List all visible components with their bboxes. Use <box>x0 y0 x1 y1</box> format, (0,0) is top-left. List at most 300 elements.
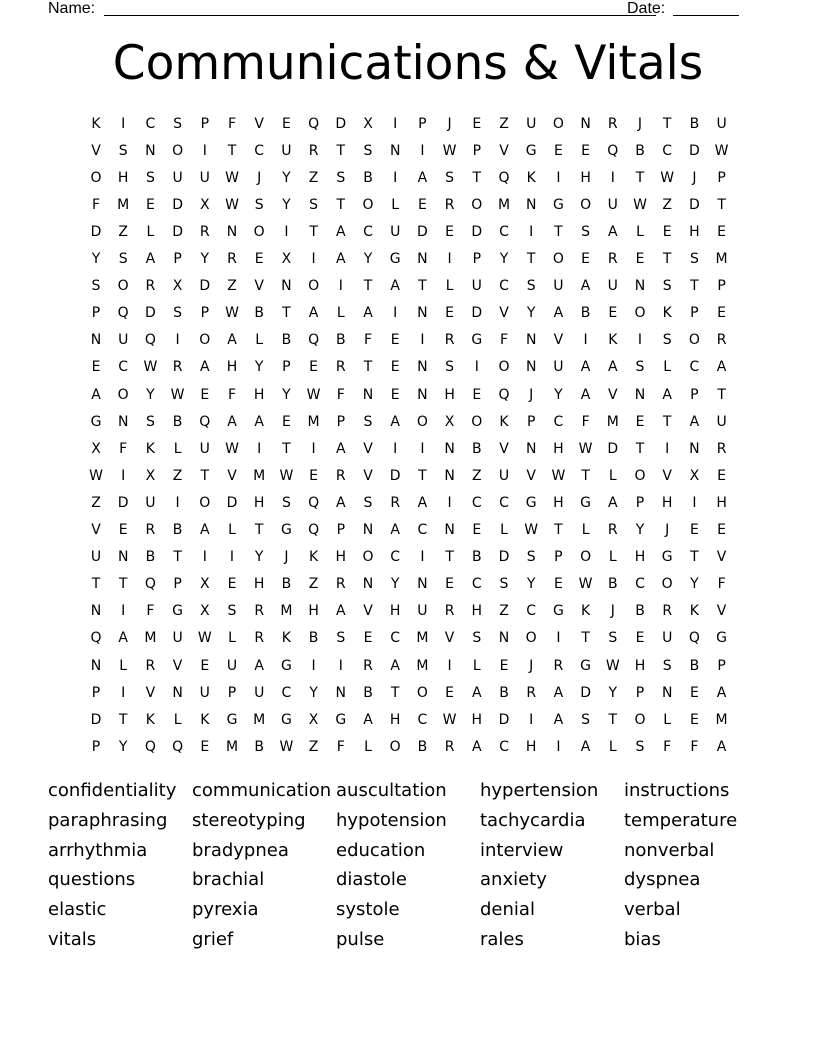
grid-letter[interactable]: I <box>338 278 343 295</box>
grid-letter[interactable]: P <box>717 169 726 186</box>
grid-letter[interactable]: E <box>445 576 455 593</box>
grid-letter[interactable]: N <box>90 332 102 349</box>
grid-letter[interactable]: S <box>472 630 482 647</box>
grid-letter[interactable]: Q <box>308 332 320 349</box>
grid-letter[interactable]: A <box>336 223 346 240</box>
grid-letter[interactable]: L <box>472 657 481 674</box>
grid-letter[interactable]: W <box>524 522 539 538</box>
grid-letter[interactable]: G <box>335 711 347 728</box>
grid-letter[interactable]: H <box>634 657 646 674</box>
grid-letter[interactable]: J <box>637 115 643 132</box>
grid-letter[interactable]: Q <box>308 115 320 132</box>
grid-letter[interactable]: W <box>578 576 593 593</box>
grid-letter[interactable]: D <box>580 684 591 701</box>
grid-letter[interactable]: L <box>228 630 236 647</box>
grid-letter[interactable]: F <box>119 440 128 457</box>
grid-letter[interactable]: E <box>445 223 455 240</box>
grid-letter[interactable]: G <box>389 251 401 267</box>
grid-letter[interactable]: Z <box>499 603 509 620</box>
grid-letter[interactable]: V <box>662 467 672 484</box>
grid-letter[interactable]: S <box>173 115 183 132</box>
grid-letter[interactable]: E <box>145 196 155 213</box>
grid-letter[interactable]: I <box>121 684 126 701</box>
grid-letter[interactable]: R <box>444 603 455 620</box>
grid-letter[interactable]: H <box>226 359 238 376</box>
grid-letter[interactable]: J <box>610 603 615 620</box>
grid-letter[interactable]: D <box>689 142 700 159</box>
grid-letter[interactable]: S <box>363 413 373 430</box>
grid-letter[interactable]: W <box>225 305 239 322</box>
grid-letter[interactable]: Y <box>200 251 210 267</box>
grid-letter[interactable]: I <box>175 332 180 349</box>
grid-letter[interactable]: O <box>471 413 483 430</box>
grid-letter[interactable]: X <box>200 576 210 593</box>
grid-letter[interactable]: K <box>608 332 618 349</box>
grid-letter[interactable]: Q <box>144 576 156 593</box>
grid-letter[interactable]: B <box>635 603 645 620</box>
grid-letter[interactable]: A <box>145 251 156 267</box>
grid-letter[interactable]: W <box>660 169 675 186</box>
grid-letter[interactable]: Y <box>363 251 373 267</box>
grid-letter[interactable]: Q <box>144 332 156 349</box>
grid-letter[interactable]: K <box>145 440 155 457</box>
grid-letter[interactable]: E <box>309 467 319 484</box>
grid-letter[interactable]: L <box>663 711 672 728</box>
grid-letter[interactable]: S <box>581 223 591 240</box>
grid-letter[interactable]: O <box>471 196 483 213</box>
grid-letter[interactable]: O <box>172 142 184 159</box>
grid-letter[interactable]: S <box>145 413 155 430</box>
grid-letter[interactable]: X <box>200 603 210 620</box>
grid-letter[interactable]: M <box>715 251 728 267</box>
grid-letter[interactable]: W <box>605 657 620 674</box>
grid-letter[interactable]: E <box>581 251 591 267</box>
grid-letter[interactable]: H <box>580 169 591 186</box>
grid-letter[interactable]: T <box>336 196 346 213</box>
grid-letter[interactable]: O <box>362 196 374 213</box>
grid-letter[interactable]: T <box>118 711 128 728</box>
grid-letter[interactable]: I <box>121 603 126 620</box>
grid-letter[interactable]: A <box>390 278 400 295</box>
grid-letter[interactable]: G <box>172 603 184 620</box>
grid-letter[interactable]: A <box>390 522 400 538</box>
grid-letter[interactable]: R <box>716 440 727 457</box>
grid-letter[interactable]: W <box>279 738 294 755</box>
grid-letter[interactable]: R <box>607 115 618 132</box>
grid-letter[interactable]: Q <box>117 305 129 322</box>
grid-letter[interactable]: O <box>117 278 129 295</box>
grid-letter[interactable]: Q <box>308 494 320 511</box>
grid-letter[interactable]: D <box>226 494 238 511</box>
grid-letter[interactable]: I <box>175 494 180 511</box>
grid-letter[interactable]: K <box>689 603 699 620</box>
grid-letter[interactable]: C <box>390 630 401 647</box>
grid-letter[interactable]: X <box>689 467 700 484</box>
grid-letter[interactable]: V <box>227 467 237 484</box>
grid-letter[interactable]: H <box>689 223 700 240</box>
grid-letter[interactable]: Z <box>308 576 319 593</box>
grid-letter[interactable]: F <box>336 386 345 403</box>
grid-letter[interactable]: U <box>172 169 183 186</box>
grid-letter[interactable]: W <box>633 196 647 213</box>
grid-letter[interactable]: E <box>91 359 101 376</box>
grid-letter[interactable]: T <box>445 549 454 566</box>
grid-letter[interactable]: U <box>199 169 210 186</box>
grid-letter[interactable]: V <box>91 142 101 159</box>
grid-letter[interactable]: A <box>608 223 618 240</box>
grid-letter[interactable]: D <box>689 196 700 213</box>
grid-letter[interactable]: P <box>336 522 346 538</box>
grid-letter[interactable]: G <box>280 711 292 728</box>
grid-letter[interactable]: U <box>226 657 238 674</box>
grid-letter[interactable]: S <box>526 549 536 566</box>
grid-letter[interactable]: I <box>311 440 316 457</box>
grid-letter[interactable]: M <box>280 603 293 620</box>
grid-letter[interactable]: L <box>391 196 400 213</box>
grid-letter[interactable]: W <box>551 467 566 484</box>
grid-letter[interactable]: A <box>390 657 400 674</box>
grid-letter[interactable]: I <box>420 440 425 457</box>
grid-letter[interactable]: A <box>553 711 564 728</box>
grid-letter[interactable]: A <box>580 359 591 376</box>
grid-letter[interactable]: D <box>90 711 102 728</box>
grid-letter[interactable]: D <box>389 467 401 484</box>
grid-letter[interactable]: N <box>525 332 537 349</box>
grid-letter[interactable]: T <box>581 630 590 647</box>
grid-letter[interactable]: N <box>389 142 401 159</box>
grid-letter[interactable]: D <box>145 305 156 322</box>
grid-letter[interactable]: B <box>689 657 700 674</box>
grid-letter[interactable]: A <box>553 305 564 322</box>
grid-letter[interactable]: Y <box>146 386 155 403</box>
grid-letter[interactable]: I <box>229 549 235 566</box>
grid-letter[interactable]: G <box>525 142 537 159</box>
grid-letter[interactable]: S <box>581 711 591 728</box>
grid-letter[interactable]: O <box>389 738 401 755</box>
grid-letter[interactable]: B <box>254 738 264 755</box>
grid-letter[interactable]: N <box>444 440 455 457</box>
grid-letter[interactable]: H <box>253 576 265 593</box>
grid-letter[interactable]: T <box>418 278 427 295</box>
grid-letter[interactable]: G <box>661 549 673 566</box>
grid-letter[interactable]: E <box>281 413 291 430</box>
grid-letter[interactable]: F <box>363 332 373 349</box>
grid-letter[interactable]: I <box>556 738 561 755</box>
grid-letter[interactable]: N <box>417 305 428 322</box>
grid-letter[interactable]: X <box>281 251 292 267</box>
grid-letter[interactable]: E <box>417 196 427 213</box>
grid-letter[interactable]: M <box>253 467 266 484</box>
grid-letter[interactable]: S <box>499 576 509 593</box>
grid-letter[interactable]: V <box>499 440 509 457</box>
grid-letter[interactable]: L <box>608 738 617 755</box>
grid-letter[interactable]: K <box>145 711 155 728</box>
grid-letter[interactable]: Y <box>390 576 400 593</box>
grid-letter[interactable]: S <box>118 251 128 267</box>
grid-letter[interactable]: T <box>390 684 400 701</box>
grid-letter[interactable]: U <box>553 278 564 295</box>
grid-letter[interactable]: I <box>420 549 425 566</box>
grid-letter[interactable]: R <box>607 251 618 267</box>
grid-letter[interactable]: A <box>200 359 210 376</box>
grid-letter[interactable]: S <box>445 359 455 376</box>
grid-letter[interactable]: E <box>635 630 645 647</box>
grid-letter[interactable]: V <box>608 386 618 403</box>
grid-letter[interactable]: G <box>716 630 728 647</box>
grid-letter[interactable]: W <box>578 440 593 457</box>
grid-letter[interactable]: B <box>363 169 373 186</box>
grid-letter[interactable]: O <box>552 115 564 132</box>
grid-letter[interactable]: R <box>335 359 346 376</box>
grid-letter[interactable]: D <box>607 440 619 457</box>
grid-letter[interactable]: A <box>472 684 482 701</box>
grid-letter[interactable]: E <box>390 332 400 349</box>
grid-letter[interactable]: F <box>690 738 699 755</box>
grid-letter[interactable]: T <box>363 278 373 295</box>
grid-letter[interactable]: R <box>199 223 210 240</box>
grid-letter[interactable]: M <box>606 413 619 430</box>
grid-letter[interactable]: Z <box>499 115 509 132</box>
grid-letter[interactable]: N <box>281 278 292 295</box>
grid-letter[interactable]: H <box>525 738 537 755</box>
grid-letter[interactable]: U <box>553 359 564 376</box>
grid-letter[interactable]: F <box>146 603 155 620</box>
grid-letter[interactable]: H <box>553 440 564 457</box>
grid-letter[interactable]: A <box>336 440 346 457</box>
grid-letter[interactable]: G <box>580 494 592 511</box>
grid-letter[interactable]: V <box>499 305 509 322</box>
grid-letter[interactable]: A <box>254 657 264 674</box>
grid-letter[interactable]: C <box>254 142 265 159</box>
grid-letter[interactable]: P <box>282 359 291 376</box>
grid-letter[interactable]: E <box>472 386 482 403</box>
grid-letter[interactable]: A <box>308 305 319 322</box>
grid-letter[interactable]: U <box>281 142 292 159</box>
grid-letter[interactable]: N <box>525 440 537 457</box>
grid-letter[interactable]: P <box>690 305 699 322</box>
grid-letter[interactable]: A <box>118 630 128 647</box>
grid-letter[interactable]: B <box>471 549 482 566</box>
grid-letter[interactable]: Q <box>498 169 510 186</box>
grid-letter[interactable]: D <box>417 223 428 240</box>
grid-letter[interactable]: A <box>580 386 591 403</box>
grid-letter[interactable]: M <box>715 711 728 728</box>
grid-letter[interactable]: A <box>580 278 591 295</box>
grid-letter[interactable]: U <box>716 115 727 132</box>
grid-letter[interactable]: E <box>662 223 672 240</box>
grid-letter[interactable]: L <box>663 359 672 376</box>
grid-letter[interactable]: N <box>90 603 102 620</box>
grid-letter[interactable]: K <box>200 711 210 728</box>
grid-letter[interactable]: R <box>607 522 618 538</box>
grid-letter[interactable]: T <box>254 522 264 538</box>
grid-letter[interactable]: J <box>447 115 452 132</box>
grid-letter[interactable]: B <box>145 549 156 566</box>
grid-letter[interactable]: Y <box>282 169 291 186</box>
grid-letter[interactable]: A <box>363 711 373 728</box>
grid-letter[interactable]: T <box>662 251 672 267</box>
grid-letter[interactable]: T <box>690 549 699 566</box>
grid-letter[interactable]: T <box>690 278 699 295</box>
grid-letter[interactable]: N <box>689 440 700 457</box>
grid-letter[interactable]: V <box>553 332 564 349</box>
grid-letter[interactable]: A <box>390 413 400 430</box>
grid-letter[interactable]: M <box>416 657 429 674</box>
grid-letter[interactable]: C <box>281 684 292 701</box>
grid-letter[interactable]: K <box>662 305 672 322</box>
grid-letter[interactable]: I <box>447 657 452 674</box>
grid-letter[interactable]: D <box>172 223 183 240</box>
grid-letter[interactable]: T <box>554 522 563 538</box>
grid-letter[interactable]: F <box>227 386 237 403</box>
grid-letter[interactable]: P <box>526 413 536 430</box>
grid-letter[interactable]: S <box>662 657 672 674</box>
grid-letter[interactable]: L <box>228 522 236 538</box>
grid-letter[interactable]: V <box>716 549 727 566</box>
grid-letter[interactable]: L <box>581 522 590 538</box>
grid-letter[interactable]: A <box>580 738 591 755</box>
grid-letter[interactable]: C <box>499 278 509 295</box>
grid-letter[interactable]: E <box>472 522 482 538</box>
grid-letter[interactable]: U <box>172 630 183 647</box>
grid-letter[interactable]: R <box>553 657 564 674</box>
grid-letter[interactable]: K <box>281 630 291 647</box>
grid-letter[interactable]: C <box>363 223 373 240</box>
grid-letter[interactable]: N <box>417 251 428 267</box>
grid-letter[interactable]: E <box>200 738 210 755</box>
grid-letter[interactable]: E <box>309 359 319 376</box>
grid-letter[interactable]: A <box>608 359 618 376</box>
grid-letter[interactable]: Y <box>554 386 563 403</box>
grid-letter[interactable]: T <box>363 359 373 376</box>
grid-letter[interactable]: N <box>634 386 646 403</box>
grid-letter[interactable]: Y <box>254 549 264 566</box>
grid-letter[interactable]: C <box>689 359 700 376</box>
grid-letter[interactable]: W <box>170 386 185 403</box>
grid-letter[interactable]: T <box>608 711 618 728</box>
grid-letter[interactable]: R <box>308 142 319 159</box>
grid-letter[interactable]: P <box>554 549 563 566</box>
grid-letter[interactable]: N <box>117 413 129 430</box>
grid-letter[interactable]: S <box>91 278 101 295</box>
grid-letter[interactable]: V <box>526 467 536 484</box>
grid-letter[interactable]: S <box>281 494 291 511</box>
grid-letter[interactable]: E <box>200 386 210 403</box>
grid-letter[interactable]: A <box>716 359 727 376</box>
grid-letter[interactable]: S <box>445 169 455 186</box>
grid-letter[interactable]: O <box>199 332 211 349</box>
grid-letter[interactable]: T <box>173 549 182 566</box>
grid-letter[interactable]: T <box>472 169 482 186</box>
grid-letter[interactable]: A <box>417 169 428 186</box>
grid-letter[interactable]: R <box>390 494 401 511</box>
grid-letter[interactable]: P <box>336 413 346 430</box>
grid-letter[interactable]: Y <box>690 576 699 593</box>
grid-letter[interactable]: O <box>580 549 592 566</box>
grid-letter[interactable]: Z <box>662 196 672 213</box>
grid-letter[interactable]: A <box>472 738 482 755</box>
grid-letter[interactable]: B <box>308 630 319 647</box>
grid-letter[interactable]: C <box>635 576 645 593</box>
grid-letter[interactable]: Z <box>227 278 237 295</box>
grid-letter[interactable]: V <box>363 603 373 620</box>
grid-letter[interactable]: F <box>336 738 345 755</box>
grid-letter[interactable]: Y <box>309 684 318 701</box>
grid-letter[interactable]: O <box>661 576 673 593</box>
grid-letter[interactable]: M <box>144 630 157 647</box>
grid-letter[interactable]: U <box>118 332 129 349</box>
grid-letter[interactable]: D <box>117 494 129 511</box>
grid-letter[interactable]: Y <box>254 359 264 376</box>
grid-letter[interactable]: C <box>553 413 564 430</box>
grid-letter[interactable]: A <box>417 494 428 511</box>
grid-letter[interactable]: Z <box>118 223 128 240</box>
grid-letter[interactable]: H <box>471 711 483 728</box>
grid-letter[interactable]: M <box>117 196 130 213</box>
grid-letter[interactable]: A <box>336 603 346 620</box>
grid-letter[interactable]: L <box>445 278 454 295</box>
grid-letter[interactable]: G <box>471 332 483 349</box>
grid-letter[interactable]: O <box>634 711 646 728</box>
grid-letter[interactable]: S <box>526 278 536 295</box>
grid-letter[interactable]: P <box>472 251 482 267</box>
grid-letter[interactable]: D <box>335 115 347 132</box>
grid-letter[interactable]: V <box>363 467 373 484</box>
grid-letter[interactable]: V <box>499 142 509 159</box>
grid-letter[interactable]: N <box>661 684 673 701</box>
grid-letter[interactable]: U <box>145 494 156 511</box>
grid-letter[interactable]: I <box>393 305 398 322</box>
grid-letter[interactable]: J <box>529 657 534 674</box>
grid-letter[interactable]: Y <box>526 305 536 322</box>
grid-letter[interactable]: C <box>499 223 509 240</box>
grid-letter[interactable]: O <box>688 332 700 349</box>
grid-letter[interactable]: A <box>336 251 346 267</box>
grid-letter[interactable]: Q <box>308 522 320 538</box>
grid-letter[interactable]: G <box>226 711 238 728</box>
grid-letter[interactable]: A <box>716 738 727 755</box>
grid-letter[interactable]: X <box>172 278 183 295</box>
grid-letter[interactable]: R <box>335 576 346 593</box>
grid-letter[interactable]: Y <box>526 576 536 593</box>
grid-letter[interactable]: I <box>311 657 316 674</box>
grid-letter[interactable]: A <box>553 684 564 701</box>
grid-letter[interactable]: N <box>417 359 428 376</box>
grid-letter[interactable]: N <box>525 196 537 213</box>
grid-letter[interactable]: R <box>662 603 673 620</box>
grid-letter[interactable]: K <box>581 603 591 620</box>
grid-letter[interactable]: I <box>393 440 398 457</box>
grid-letter[interactable]: E <box>581 142 591 159</box>
grid-letter[interactable]: J <box>692 169 697 186</box>
grid-letter[interactable]: S <box>309 196 319 213</box>
grid-letter[interactable]: X <box>145 467 156 484</box>
grid-letter[interactable]: S <box>363 142 373 159</box>
grid-letter[interactable]: R <box>145 522 156 538</box>
grid-letter[interactable]: X <box>200 196 210 213</box>
grid-letter[interactable]: S <box>608 630 618 647</box>
grid-letter[interactable]: Q <box>607 142 619 159</box>
grid-letter[interactable]: T <box>118 576 128 593</box>
grid-letter[interactable]: I <box>529 223 534 240</box>
grid-letter[interactable]: L <box>336 305 345 322</box>
grid-letter[interactable]: M <box>253 711 266 728</box>
grid-letter[interactable]: E <box>118 522 128 538</box>
grid-letter[interactable]: C <box>471 494 482 511</box>
grid-letter[interactable]: R <box>172 359 183 376</box>
grid-letter[interactable]: E <box>390 359 400 376</box>
grid-letter[interactable]: U <box>526 115 537 132</box>
